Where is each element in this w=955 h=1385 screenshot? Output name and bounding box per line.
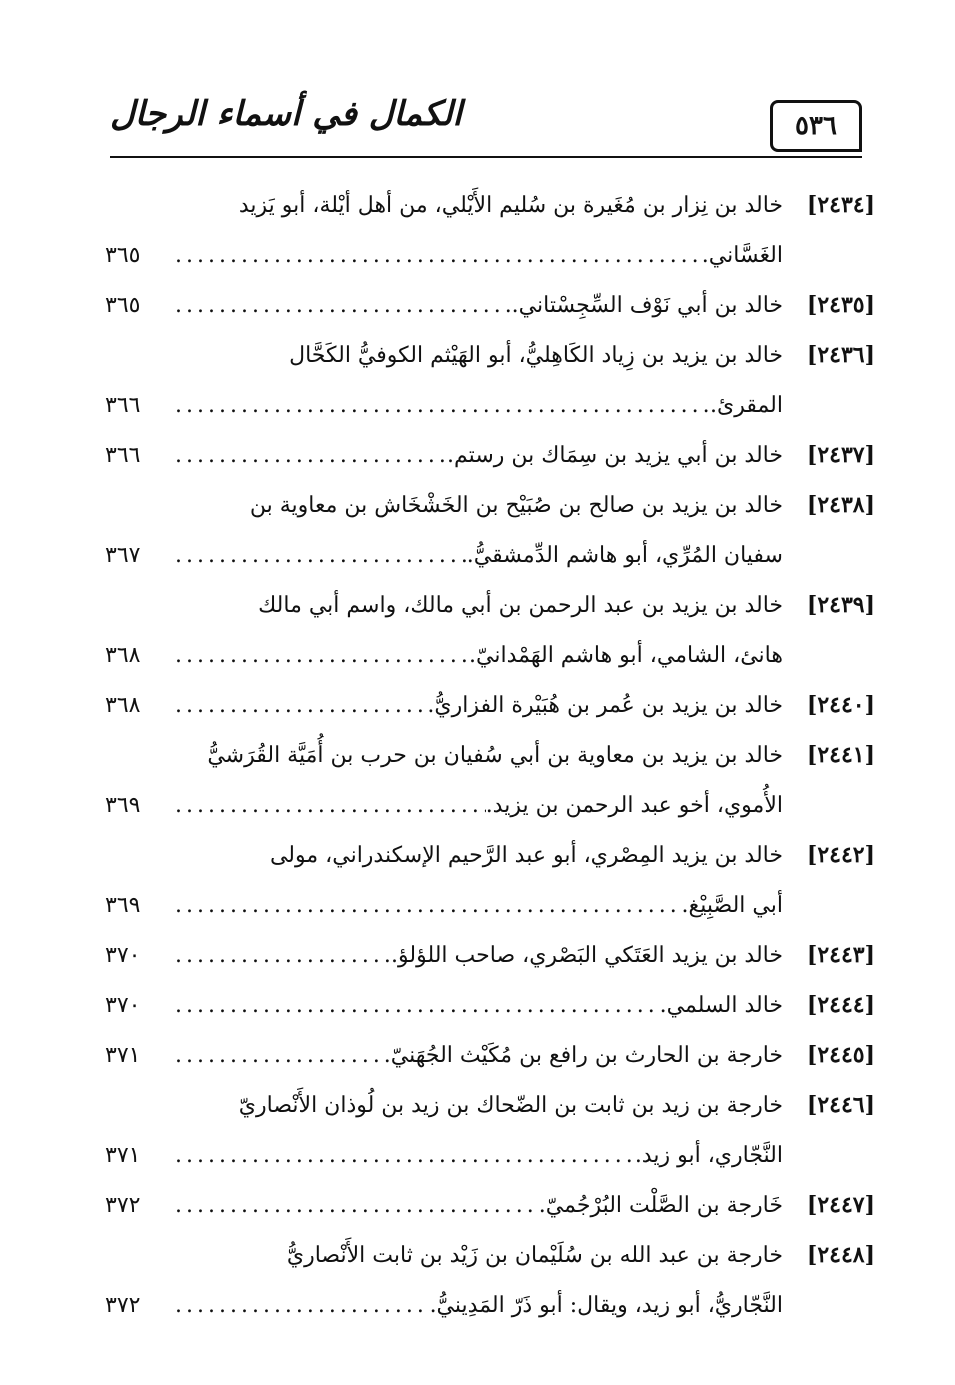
leader-dots <box>165 793 486 818</box>
entry-page-number: ٣٧٠ <box>105 992 141 1018</box>
toc-entry-continuation <box>105 630 875 680</box>
entry-page-number: ٣٦٦ <box>105 392 141 418</box>
toc-entry <box>105 730 875 780</box>
entry-title: خالد بن يزيد بن عبد الرحمن بن أبي مالك، واسم أبي مالك <box>258 592 783 618</box>
entry-page-number: ٣٧١ <box>105 1142 141 1168</box>
entry-number: [٢٤٤٨] <box>806 1242 875 1268</box>
entry-number: [٢٤٣٨] <box>806 492 875 518</box>
toc-entry-continuation <box>105 1280 875 1330</box>
entry-page-number: ٣٧٢ <box>105 1192 141 1218</box>
entry-title: خالد بن يزيد بن زِياد الكَاهِليُّ، أبو الهَيْثم الكوفيُّ الكَحَّال <box>289 342 783 368</box>
entry-number: [٢٤٣٦] <box>806 342 875 368</box>
entry-title: خالد السلمي. <box>659 992 783 1018</box>
toc-entry <box>105 1230 875 1280</box>
toc-entry <box>105 280 875 330</box>
leader-dots <box>165 693 427 718</box>
entry-number: [٢٤٤٥] <box>806 1042 875 1068</box>
toc-entry <box>105 1080 875 1130</box>
leader-dots <box>165 393 710 418</box>
toc-entry <box>105 930 875 980</box>
toc-entry <box>105 580 875 630</box>
entry-title: خالد بن نِزار بن مُغَيرة بن سُليم الأَيْلي، من أهل أيْلة، أبو يَزيد <box>238 192 783 218</box>
page-header <box>110 88 862 158</box>
entry-title-continued: الأُموي، أخو عبد الرحمن بن يزيد. <box>485 792 783 818</box>
entry-title: خالد بن أبي نَوْف السِّجِسْتاني. <box>511 292 783 318</box>
entry-title: خالد بن يزيد العَتَكي البَصْري، صاحب اللؤلؤ. <box>391 942 783 968</box>
entry-title: خارجة بن زيد بن ثابت بن الضّحاك بن زيد بن لُوذان الأَنْصاريّ <box>238 1092 783 1118</box>
entry-page-number: ٣٦٩ <box>105 792 141 818</box>
toc-entry <box>105 180 875 230</box>
toc-entry <box>105 480 875 530</box>
entry-number: [٢٤٣٧] <box>806 442 875 468</box>
entry-number: [٢٤٤١] <box>806 742 875 768</box>
entry-page-number: ٣٦٥ <box>105 292 141 318</box>
toc-entry <box>105 980 875 1030</box>
leader-dots <box>165 993 660 1018</box>
entry-page-number: ٣٦٦ <box>105 442 141 468</box>
entry-number: [٢٤٤٤] <box>806 992 875 1018</box>
entry-title: خالد بن يزيد بن عُمر بن هُبَيْرة الفزاريُّ. <box>427 692 783 718</box>
entry-title: خالد بن يزيد بن معاوية بن أبي سُفيان بن حرب بن أُمَيَّة القُرَشيُّ <box>207 742 783 768</box>
entry-number: [٢٤٤٧] <box>806 1192 875 1218</box>
leader-dots <box>165 293 512 318</box>
toc-entry <box>105 680 875 730</box>
toc-entry <box>105 330 875 380</box>
leader-dots <box>165 443 447 468</box>
leader-dots <box>165 1293 430 1318</box>
entry-title: خالد بن أبي يزيد بن سِمَاك بن رستم. <box>447 442 783 468</box>
entry-title: خالد بن يزيد بن صالح بن صُبَيْح بن الخَشْخَاش بن معاوية بن <box>249 492 783 518</box>
leader-dots <box>165 1043 384 1068</box>
toc-entry-continuation <box>105 1130 875 1180</box>
toc-entry-continuation <box>105 530 875 580</box>
entry-number: [٢٤٣٥] <box>806 292 875 318</box>
entry-number: [٢٤٣٤] <box>806 192 875 218</box>
entry-number: [٢٤٣٩] <box>806 592 875 618</box>
entry-number: [٢٤٤٣] <box>806 942 875 968</box>
entry-page-number: ٣٦٥ <box>105 242 141 268</box>
entry-page-number: ٣٦٨ <box>105 692 141 718</box>
entry-page-number: ٣٧٢ <box>105 1292 141 1318</box>
leader-dots <box>165 643 469 668</box>
toc-entry <box>105 430 875 480</box>
entry-title-continued: الغَسَّاني. <box>701 242 783 268</box>
toc-entry <box>105 1180 875 1230</box>
entry-title-continued: سفيان المُرِّي، أبو هاشم الدِّمشقيُّ. <box>466 542 783 568</box>
leader-dots <box>165 1143 635 1168</box>
entry-title-continued: النَّجّاريُّ، أبو زيد، ويقال: أبو ذَرّ المَدِينيُّ. <box>429 1292 783 1318</box>
entry-title-continued: هانئ، الشامي، أبو هاشم الهَمْدانيّ. <box>469 642 783 668</box>
entry-title: خَارجة بن الصَّلْت البُرْجُميّ. <box>538 1192 783 1218</box>
leader-dots <box>165 543 467 568</box>
table-of-contents <box>105 180 875 1330</box>
entry-title: خارجة بن الحارث بن رافع بن مُكَيْث الجُهَنيّ. <box>383 1042 783 1068</box>
entry-title: خالد بن يزيد المِصْري، أبو عبد الرَّحيم الإسكندراني، مولى <box>269 842 783 868</box>
entry-title-continued: النَّجّاري، أبو زيد. <box>634 1142 783 1168</box>
leader-dots <box>165 243 702 268</box>
toc-entry-continuation <box>105 230 875 280</box>
entry-page-number: ٣٦٩ <box>105 892 141 918</box>
entry-page-number: ٣٦٧ <box>105 542 141 568</box>
entry-page-number: ٣٧١ <box>105 1042 141 1068</box>
entry-number: [٢٤٤٠] <box>806 692 875 718</box>
page-number: ٥٣٦ <box>770 100 862 152</box>
entry-page-number: ٣٦٨ <box>105 642 141 668</box>
book-title: الكمال في أسماء الرجال <box>110 94 462 134</box>
toc-entry-continuation <box>105 780 875 830</box>
toc-entry-continuation <box>105 380 875 430</box>
toc-entry-continuation <box>105 880 875 930</box>
entry-title-continued: المقرئ. <box>709 392 783 418</box>
leader-dots <box>165 943 391 968</box>
entry-number: [٢٤٤٦] <box>806 1092 875 1118</box>
toc-entry <box>105 830 875 880</box>
header-rule <box>110 156 862 158</box>
leader-dots <box>165 893 682 918</box>
entry-number: [٢٤٤٢] <box>806 842 875 868</box>
entry-title-continued: أبي الصَّبِيْغ. <box>681 892 783 918</box>
leader-dots <box>165 1193 539 1218</box>
toc-entry <box>105 1030 875 1080</box>
entry-title: خارجة بن عبد الله بن سُلَيْمان بن زَيْد بن ثابت الأَنْصاريُّ <box>286 1242 783 1268</box>
entry-page-number: ٣٧٠ <box>105 942 141 968</box>
